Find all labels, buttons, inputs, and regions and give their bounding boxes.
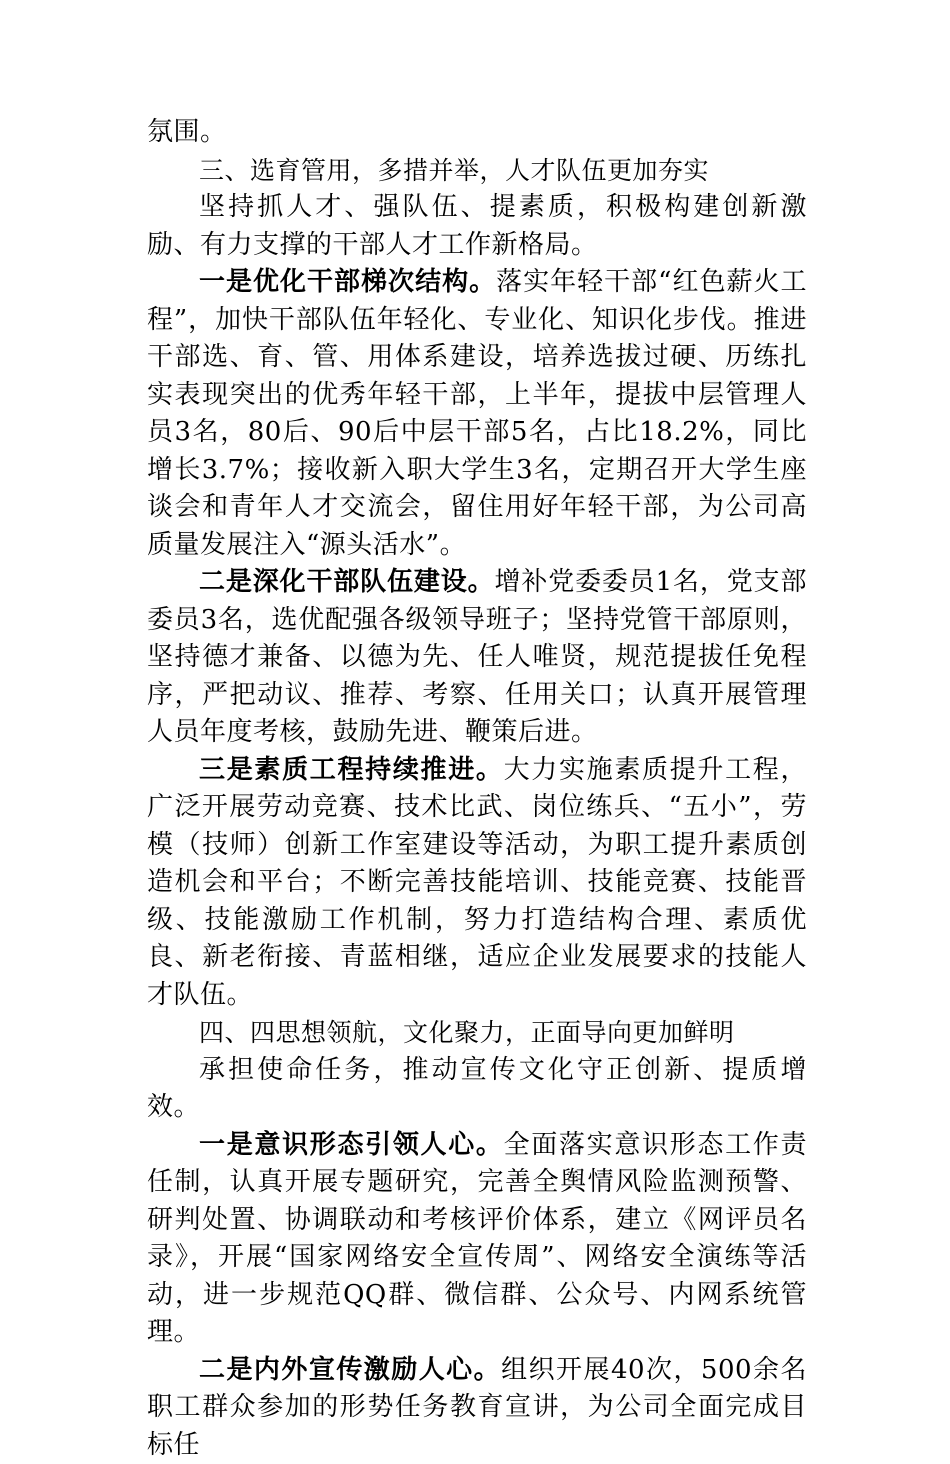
- paragraph-lead: 二是深化干部队伍建设。: [199, 567, 494, 597]
- paragraph-continuation: 氛围。: [147, 114, 807, 152]
- section-intro-3: 坚持抓人才、强队伍、提素质，积极构建创新激励、有力支撑的干部人才工作新格局。: [147, 189, 807, 264]
- section-heading-3: 三、选育管用，多措并举，人才队伍更加夯实: [147, 152, 807, 190]
- paragraph-lead: 一是优化干部梯次结构。: [199, 267, 496, 297]
- paragraph-cadre-team: 二是深化干部队伍建设。增补党委委员1名，党支部委员3名，选优配强各级领导班子；坚持党管干部原则，坚持德才兼备、以德为先、任人唯贤，规范提拔任免程序，严把动议、推荐、考察、任用关口；认真开展管理人员年度考核，鼓励先进、鞭策后进。: [147, 564, 807, 752]
- paragraph-lead: 三是素质工程持续推进。: [199, 755, 504, 785]
- paragraph-quality-project: 三是素质工程持续推进。大力实施素质提升工程，广泛开展劳动竞赛、技术比武、岗位练兵、“五小”，劳模（技师）创新工作室建设等活动，为职工提升素质创造机会和平台；不断完善技能培训、技能竞赛、技能晋级、技能激励工作机制，努力打造结构合理、素质优良、新老衔接、青蓝相继，适应企业发展要求的技能人才队伍。: [147, 752, 807, 1015]
- paragraph-cadre-structure: 一是优化干部梯次结构。落实年轻干部“红色薪火工程”，加快干部队伍年轻化、专业化、知识化步伐。推进干部选、育、管、用体系建设，培养选拔过硬、历练扎实表现突出的优秀年轻干部，上半年，提拔中层管理人员3名，80后、90后中层干部5名，占比18.2%，同比增长3.7%；接收新入职大学生3名，定期召开大学生座谈会和青年人才交流会，留住用好年轻干部，为公司高质量发展注入“源头活水”。: [147, 264, 807, 564]
- paragraph-lead: 一是意识形态引领人心。: [199, 1130, 504, 1160]
- paragraph-ideology: 一是意识形态引领人心。全面落实意识形态工作责任制，认真开展专题研究，完善全舆情风险监测预警、研判处置、协调联动和考核评价体系，建立《网评员名录》，开展“国家网络安全宣传周”、网络安全演练等活动，进一步规范QQ群、微信群、公众号、内网系统管理。: [147, 1127, 807, 1352]
- section-heading-4: 四、四思想领航，文化聚力，正面导向更加鲜明: [147, 1014, 807, 1052]
- paragraph-publicity: 二是内外宣传激励人心。组织开展40次，500余名职工群众参加的形势任务教育宣讲，为公司全面完成目标任: [147, 1352, 807, 1464]
- section-intro-4: 承担使命任务，推动宣传文化守正创新、提质增效。: [147, 1052, 807, 1127]
- document-body: [147, 114, 807, 1464]
- paragraph-lead: 二是内外宣传激励人心。: [199, 1355, 501, 1385]
